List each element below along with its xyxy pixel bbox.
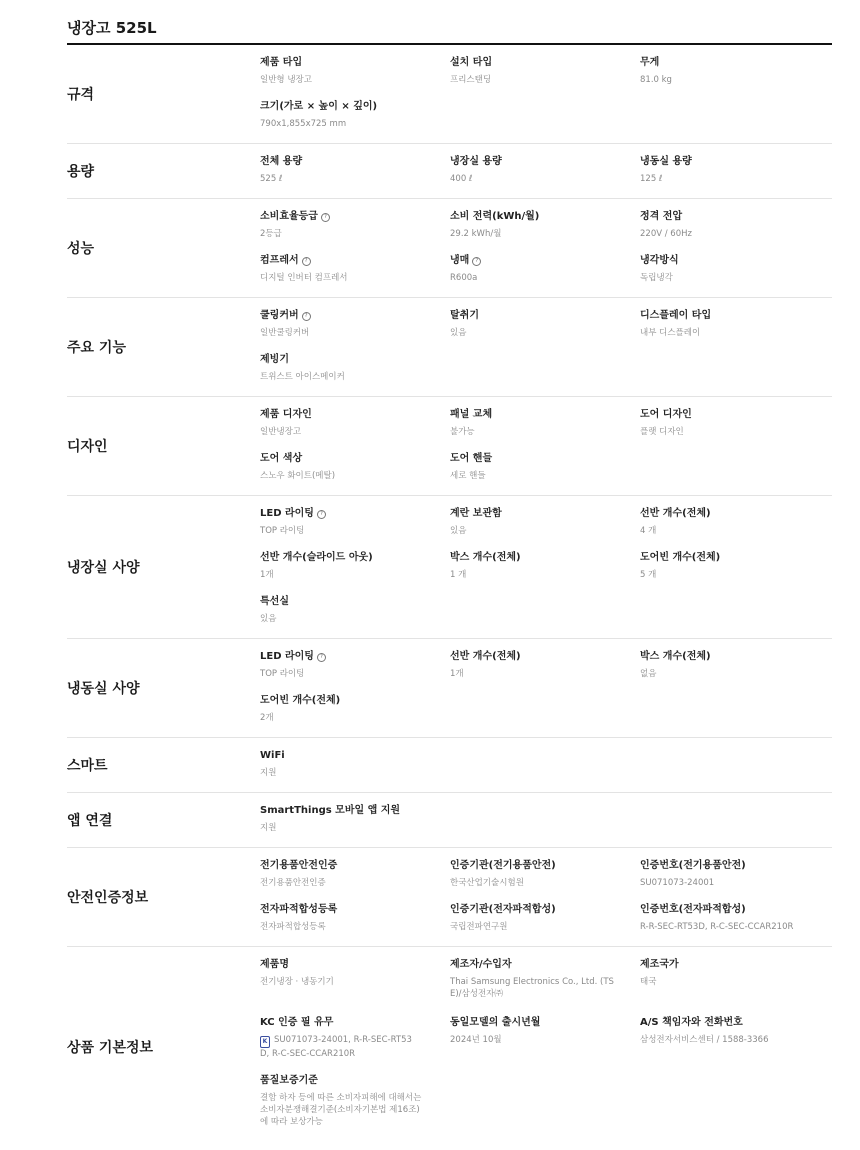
spec-label xyxy=(260,507,440,521)
spec-label-text: 선반 개수(전체) xyxy=(640,508,711,519)
spec-label xyxy=(260,650,440,664)
spec-value xyxy=(260,613,440,625)
section-label: 스마트 xyxy=(67,758,108,774)
spec-value-text: 불가능 xyxy=(450,427,475,437)
spec-label-text: SmartThings 모바일 앱 지원 xyxy=(260,805,401,816)
spec-label xyxy=(450,210,630,224)
spec-label xyxy=(640,1016,820,1030)
spec-value-text: R-R-SEC-RT53D, R-C-SEC-CCAR210R xyxy=(640,922,794,932)
spec-value xyxy=(640,668,820,680)
spec-item xyxy=(260,254,440,284)
spec-item xyxy=(640,155,820,185)
spec-value-text: 플랫 디자인 xyxy=(640,427,684,437)
spec-label-text: 선반 개수(슬라이드 아웃) xyxy=(260,552,373,563)
spec-value-text: 2개 xyxy=(260,713,274,723)
spec-item xyxy=(450,210,630,240)
spec-label xyxy=(450,551,630,565)
spec-label-text: 냉각방식 xyxy=(640,255,679,266)
spec-label-text: 인증기관(전자파적합성) xyxy=(450,904,556,915)
spec-value-text: 국립전파연구원 xyxy=(450,922,508,932)
section-size xyxy=(67,45,832,144)
spec-item xyxy=(640,408,820,438)
spec-value-text: 2024년 10월 xyxy=(450,1035,502,1045)
spec-label-text: 냉매 xyxy=(450,255,470,266)
spec-label xyxy=(640,859,820,873)
spec-label xyxy=(640,155,820,169)
spec-value xyxy=(640,272,820,284)
spec-label xyxy=(640,56,820,70)
spec-value xyxy=(260,822,440,834)
spec-value-text: 4 개 xyxy=(640,526,657,536)
help-circle-icon[interactable]: ? xyxy=(302,312,311,321)
spec-value xyxy=(640,327,820,339)
section-label: 안전인증정보 xyxy=(67,890,149,906)
spec-value-text: 있음 xyxy=(450,328,467,338)
spec-label xyxy=(450,650,630,664)
spec-value xyxy=(260,767,440,779)
spec-value-text: 없음 xyxy=(640,669,657,679)
spec-value xyxy=(260,976,440,988)
section-label: 주요 기능 xyxy=(67,340,126,356)
spec-item xyxy=(260,408,440,438)
spec-value xyxy=(640,976,820,988)
spec-value-text: 81.0 kg xyxy=(640,75,672,85)
spec-label-text: 소비효율등급 xyxy=(260,211,318,222)
spec-item xyxy=(640,551,820,581)
spec-value xyxy=(260,1092,440,1128)
spec-item xyxy=(640,903,820,933)
section-freezer-spec xyxy=(67,639,832,738)
spec-value xyxy=(450,525,630,537)
spec-item xyxy=(450,56,630,86)
spec-item xyxy=(450,650,630,680)
spec-value xyxy=(450,976,630,1000)
section-label: 용량 xyxy=(67,164,95,180)
help-circle-icon[interactable]: ? xyxy=(472,257,481,266)
spec-item xyxy=(640,507,820,537)
section-label: 상품 기본정보 xyxy=(67,1040,154,1056)
spec-value-text: 400 ℓ xyxy=(450,174,473,184)
spec-label xyxy=(640,903,820,917)
spec-value-text: 프리스탠딩 xyxy=(450,75,492,85)
spec-label xyxy=(260,1016,440,1030)
spec-item xyxy=(450,859,630,889)
spec-value xyxy=(450,668,630,680)
spec-label-text: 컴프레서 xyxy=(260,255,299,266)
spec-value-text: SU071073-24001 xyxy=(640,878,715,888)
spec-value xyxy=(640,228,820,240)
spec-label-text: 특선실 xyxy=(260,596,289,607)
spec-value xyxy=(640,1034,820,1046)
section-label: 냉동실 사양 xyxy=(67,681,140,697)
spec-label xyxy=(260,1074,440,1088)
spec-label-text: 설치 타입 xyxy=(450,57,493,68)
section-app xyxy=(67,793,832,848)
spec-label xyxy=(640,210,820,224)
spec-item xyxy=(640,958,820,988)
spec-item xyxy=(260,958,440,988)
spec-label xyxy=(260,155,440,169)
spec-label xyxy=(260,694,440,708)
spec-label-text: 전체 용량 xyxy=(260,156,303,167)
spec-label xyxy=(640,958,820,972)
spec-value-text: 있음 xyxy=(260,614,277,624)
section-product-basic xyxy=(67,947,832,1147)
spec-item xyxy=(640,56,820,86)
spec-table xyxy=(67,45,832,1147)
section-performance xyxy=(67,199,832,298)
spec-label xyxy=(450,309,630,323)
spec-item xyxy=(260,210,440,240)
spec-label xyxy=(450,408,630,422)
spec-label xyxy=(260,804,440,818)
spec-label-text: 품질보증기준 xyxy=(260,1075,318,1086)
spec-value xyxy=(450,173,630,185)
spec-item xyxy=(260,100,440,130)
spec-label-text: 냉장실 용량 xyxy=(450,156,502,167)
spec-item xyxy=(260,694,440,724)
spec-value-text: 일반쿨링커버 xyxy=(260,328,310,338)
spec-value xyxy=(640,921,820,933)
spec-label-text: KC 인증 필 유무 xyxy=(260,1017,334,1028)
spec-label-text: 인증번호(전자파적합성) xyxy=(640,904,746,915)
spec-label-text: 제조국가 xyxy=(640,959,679,970)
spec-label-text: 디스플레이 타입 xyxy=(640,310,712,321)
spec-value-text: 태국 xyxy=(640,977,657,987)
spec-label-text: LED 라이팅 xyxy=(260,651,314,662)
spec-item xyxy=(450,958,630,1000)
spec-value xyxy=(450,569,630,581)
spec-label-text: 냉동실 용량 xyxy=(640,156,692,167)
spec-value xyxy=(260,371,440,383)
section-label: 앱 연결 xyxy=(67,813,113,829)
spec-value-text: 세로 핸들 xyxy=(450,471,486,481)
spec-label xyxy=(450,859,630,873)
section-capacity xyxy=(67,144,832,199)
spec-value xyxy=(260,1034,440,1060)
spec-value-text: 스노우 화이트(메탈) xyxy=(260,471,336,481)
spec-label xyxy=(640,309,820,323)
section-design xyxy=(67,397,832,496)
spec-value xyxy=(640,173,820,185)
spec-label-text: 도어빈 개수(전체) xyxy=(640,552,721,563)
spec-value-text: 결함 하자 등에 따른 소비자피해에 대해서는 소비자분쟁해결기준(소비자기본법 제16조) 에 따라 보상가능 xyxy=(260,1093,422,1127)
spec-value-text: TOP 라이팅 xyxy=(260,526,305,536)
help-circle-icon[interactable]: ? xyxy=(317,653,326,662)
kc-certification-icon: K xyxy=(260,1036,270,1048)
spec-value-text: 5 개 xyxy=(640,570,657,580)
spec-label xyxy=(640,254,820,268)
spec-label xyxy=(260,254,440,268)
spec-label xyxy=(260,100,440,114)
spec-value-text: 220V / 60Hz xyxy=(640,229,692,239)
spec-value xyxy=(260,327,440,339)
spec-item xyxy=(260,595,440,625)
spec-item xyxy=(260,804,440,834)
section-fridge-spec xyxy=(67,496,832,639)
spec-label xyxy=(260,210,440,224)
spec-value xyxy=(450,426,630,438)
spec-item xyxy=(450,903,630,933)
spec-label-text: 계란 보관함 xyxy=(450,508,502,519)
spec-item xyxy=(450,507,630,537)
spec-item xyxy=(450,452,630,482)
spec-value-text: SU071073-24001, R-R-SEC-RT53 D, R-C-SEC-CCAR210R xyxy=(260,1035,412,1059)
spec-label-text: 크기(가로 × 높이 × 깊이) xyxy=(260,101,378,112)
spec-label xyxy=(260,551,440,565)
spec-value-text: 독립냉각 xyxy=(640,273,673,283)
spec-label-text: 탈취기 xyxy=(450,310,479,321)
section-label: 디자인 xyxy=(67,439,108,455)
spec-label xyxy=(260,353,440,367)
spec-value xyxy=(450,470,630,482)
spec-value xyxy=(260,74,440,86)
spec-value-text: TOP 라이팅 xyxy=(260,669,305,679)
spec-item xyxy=(260,507,440,537)
spec-item xyxy=(640,309,820,339)
spec-value-text: 일반냉장고 xyxy=(260,427,302,437)
spec-value-text: 790x1,855x725 mm xyxy=(260,119,347,129)
spec-label-text: 전자파적합성등록 xyxy=(260,904,338,915)
spec-value-text: 지원 xyxy=(260,823,277,833)
spec-value xyxy=(260,173,440,185)
spec-value xyxy=(640,74,820,86)
spec-value xyxy=(260,272,440,284)
spec-label-text: 도어빈 개수(전체) xyxy=(260,695,341,706)
spec-value xyxy=(260,569,440,581)
spec-item xyxy=(260,155,440,185)
spec-label-text: 전기용품안전인증 xyxy=(260,860,338,871)
spec-label-text: 정격 전압 xyxy=(640,211,683,222)
spec-item xyxy=(260,650,440,680)
section-safety-cert xyxy=(67,848,832,947)
spec-value-text: 삼성전자서비스센터 / 1588-3366 xyxy=(640,1035,769,1045)
spec-value xyxy=(260,877,440,889)
spec-value-text: R600a xyxy=(450,273,478,283)
spec-label-text: 동일모델의 출시년월 xyxy=(450,1017,541,1028)
section-label: 냉장실 사양 xyxy=(67,560,140,576)
spec-value xyxy=(640,426,820,438)
spec-label-text: LED 라이팅 xyxy=(260,508,314,519)
spec-value-text: 1개 xyxy=(260,570,274,580)
spec-label-text: 무게 xyxy=(640,57,660,68)
spec-value-text: 내부 디스플레이 xyxy=(640,328,701,338)
spec-item xyxy=(260,859,440,889)
spec-value-text: 2등급 xyxy=(260,229,282,239)
spec-label-text: 도어 핸들 xyxy=(450,453,493,464)
spec-item xyxy=(450,155,630,185)
spec-value xyxy=(260,921,440,933)
spec-value xyxy=(640,525,820,537)
spec-label-text: A/S 책임자와 전화번호 xyxy=(640,1017,743,1028)
spec-value xyxy=(450,921,630,933)
spec-value xyxy=(260,525,440,537)
spec-item xyxy=(260,56,440,86)
spec-label xyxy=(450,1016,630,1030)
spec-item xyxy=(260,749,440,779)
spec-item xyxy=(450,309,630,339)
spec-label xyxy=(260,452,440,466)
spec-value xyxy=(450,228,630,240)
help-circle-icon[interactable]: ? xyxy=(317,510,326,519)
spec-label-text: 쿨링커버 xyxy=(260,310,299,321)
spec-label xyxy=(260,749,440,763)
spec-label-text: 인증기관(전기용품안전) xyxy=(450,860,556,871)
spec-value-text: 전기냉장 · 냉동기기 xyxy=(260,977,334,987)
spec-item xyxy=(640,254,820,284)
spec-label xyxy=(260,408,440,422)
spec-label-text: 박스 개수(전체) xyxy=(640,651,711,662)
spec-label xyxy=(450,155,630,169)
spec-label-text: 패널 교체 xyxy=(450,409,493,420)
spec-label xyxy=(260,859,440,873)
spec-item xyxy=(450,1016,630,1046)
section-smart xyxy=(67,738,832,793)
spec-value-text: 한국산업기술시험원 xyxy=(450,878,524,888)
spec-value-text: 있음 xyxy=(450,526,467,536)
spec-value-text: 1 개 xyxy=(450,570,467,580)
spec-item xyxy=(450,551,630,581)
spec-item xyxy=(640,859,820,889)
spec-label xyxy=(260,903,440,917)
spec-label-text: 소비 전력(kWh/월) xyxy=(450,211,540,222)
spec-label xyxy=(450,254,630,268)
spec-label-text: WiFi xyxy=(260,750,285,761)
help-circle-icon[interactable]: ? xyxy=(302,257,311,266)
spec-value xyxy=(640,569,820,581)
spec-value xyxy=(260,712,440,724)
spec-label xyxy=(640,551,820,565)
spec-value xyxy=(260,668,440,680)
spec-value-text: 트위스트 아이스메이커 xyxy=(260,372,345,382)
spec-label-text: 인증번호(전기용품안전) xyxy=(640,860,746,871)
spec-label-text: 도어 색상 xyxy=(260,453,303,464)
spec-label xyxy=(450,452,630,466)
spec-value-text: 지원 xyxy=(260,768,277,778)
spec-value-text: 1개 xyxy=(450,669,464,679)
spec-item xyxy=(640,650,820,680)
spec-label xyxy=(450,958,630,972)
spec-item xyxy=(450,254,630,284)
spec-value xyxy=(260,118,440,130)
spec-value-text: 525 ℓ xyxy=(260,174,283,184)
spec-item xyxy=(260,1016,440,1060)
page-title: 냉장고 525L xyxy=(67,19,157,37)
spec-value xyxy=(450,877,630,889)
spec-label xyxy=(450,903,630,917)
spec-value-text: 일반형 냉장고 xyxy=(260,75,312,85)
spec-label xyxy=(640,408,820,422)
section-key-features xyxy=(67,298,832,397)
spec-label xyxy=(260,56,440,70)
spec-item xyxy=(260,903,440,933)
section-label: 성능 xyxy=(67,241,95,257)
spec-item xyxy=(260,353,440,383)
section-label: 규격 xyxy=(67,87,95,103)
spec-label xyxy=(260,595,440,609)
spec-value xyxy=(450,74,630,86)
spec-label-text: 박스 개수(전체) xyxy=(450,552,521,563)
spec-value xyxy=(260,426,440,438)
spec-item xyxy=(260,452,440,482)
spec-value xyxy=(450,1034,630,1046)
spec-item xyxy=(260,1074,440,1128)
help-circle-icon[interactable]: ? xyxy=(321,213,330,222)
spec-label-text: 제품 디자인 xyxy=(260,409,312,420)
spec-label-text: 제품명 xyxy=(260,959,289,970)
spec-label xyxy=(450,56,630,70)
spec-label xyxy=(640,650,820,664)
spec-label-text: 제품 타입 xyxy=(260,57,303,68)
spec-label xyxy=(640,507,820,521)
spec-value xyxy=(450,272,630,284)
spec-value-text: Thai Samsung Electronics Co., Ltd. (TS E)/삼성전자㈜ xyxy=(450,977,614,999)
spec-label xyxy=(450,507,630,521)
spec-value xyxy=(260,470,440,482)
spec-value-text: 전자파적합성등록 xyxy=(260,922,326,932)
spec-label-text: 도어 디자인 xyxy=(640,409,692,420)
spec-label xyxy=(260,309,440,323)
spec-item xyxy=(260,309,440,339)
spec-label xyxy=(260,958,440,972)
spec-item xyxy=(450,408,630,438)
spec-value xyxy=(450,327,630,339)
spec-label-text: 제조자/수입자 xyxy=(450,959,512,970)
spec-value xyxy=(260,228,440,240)
spec-value-text: 디지털 인버터 컴프레서 xyxy=(260,273,348,283)
spec-item xyxy=(640,1016,820,1046)
spec-label-text: 선반 개수(전체) xyxy=(450,651,521,662)
spec-value-text: 125 ℓ xyxy=(640,174,663,184)
spec-value xyxy=(640,877,820,889)
spec-item xyxy=(640,210,820,240)
spec-item xyxy=(260,551,440,581)
spec-value-text: 전기용품안전인증 xyxy=(260,878,326,888)
spec-value-text: 29.2 kWh/월 xyxy=(450,229,502,239)
spec-label-text: 제빙기 xyxy=(260,354,289,365)
